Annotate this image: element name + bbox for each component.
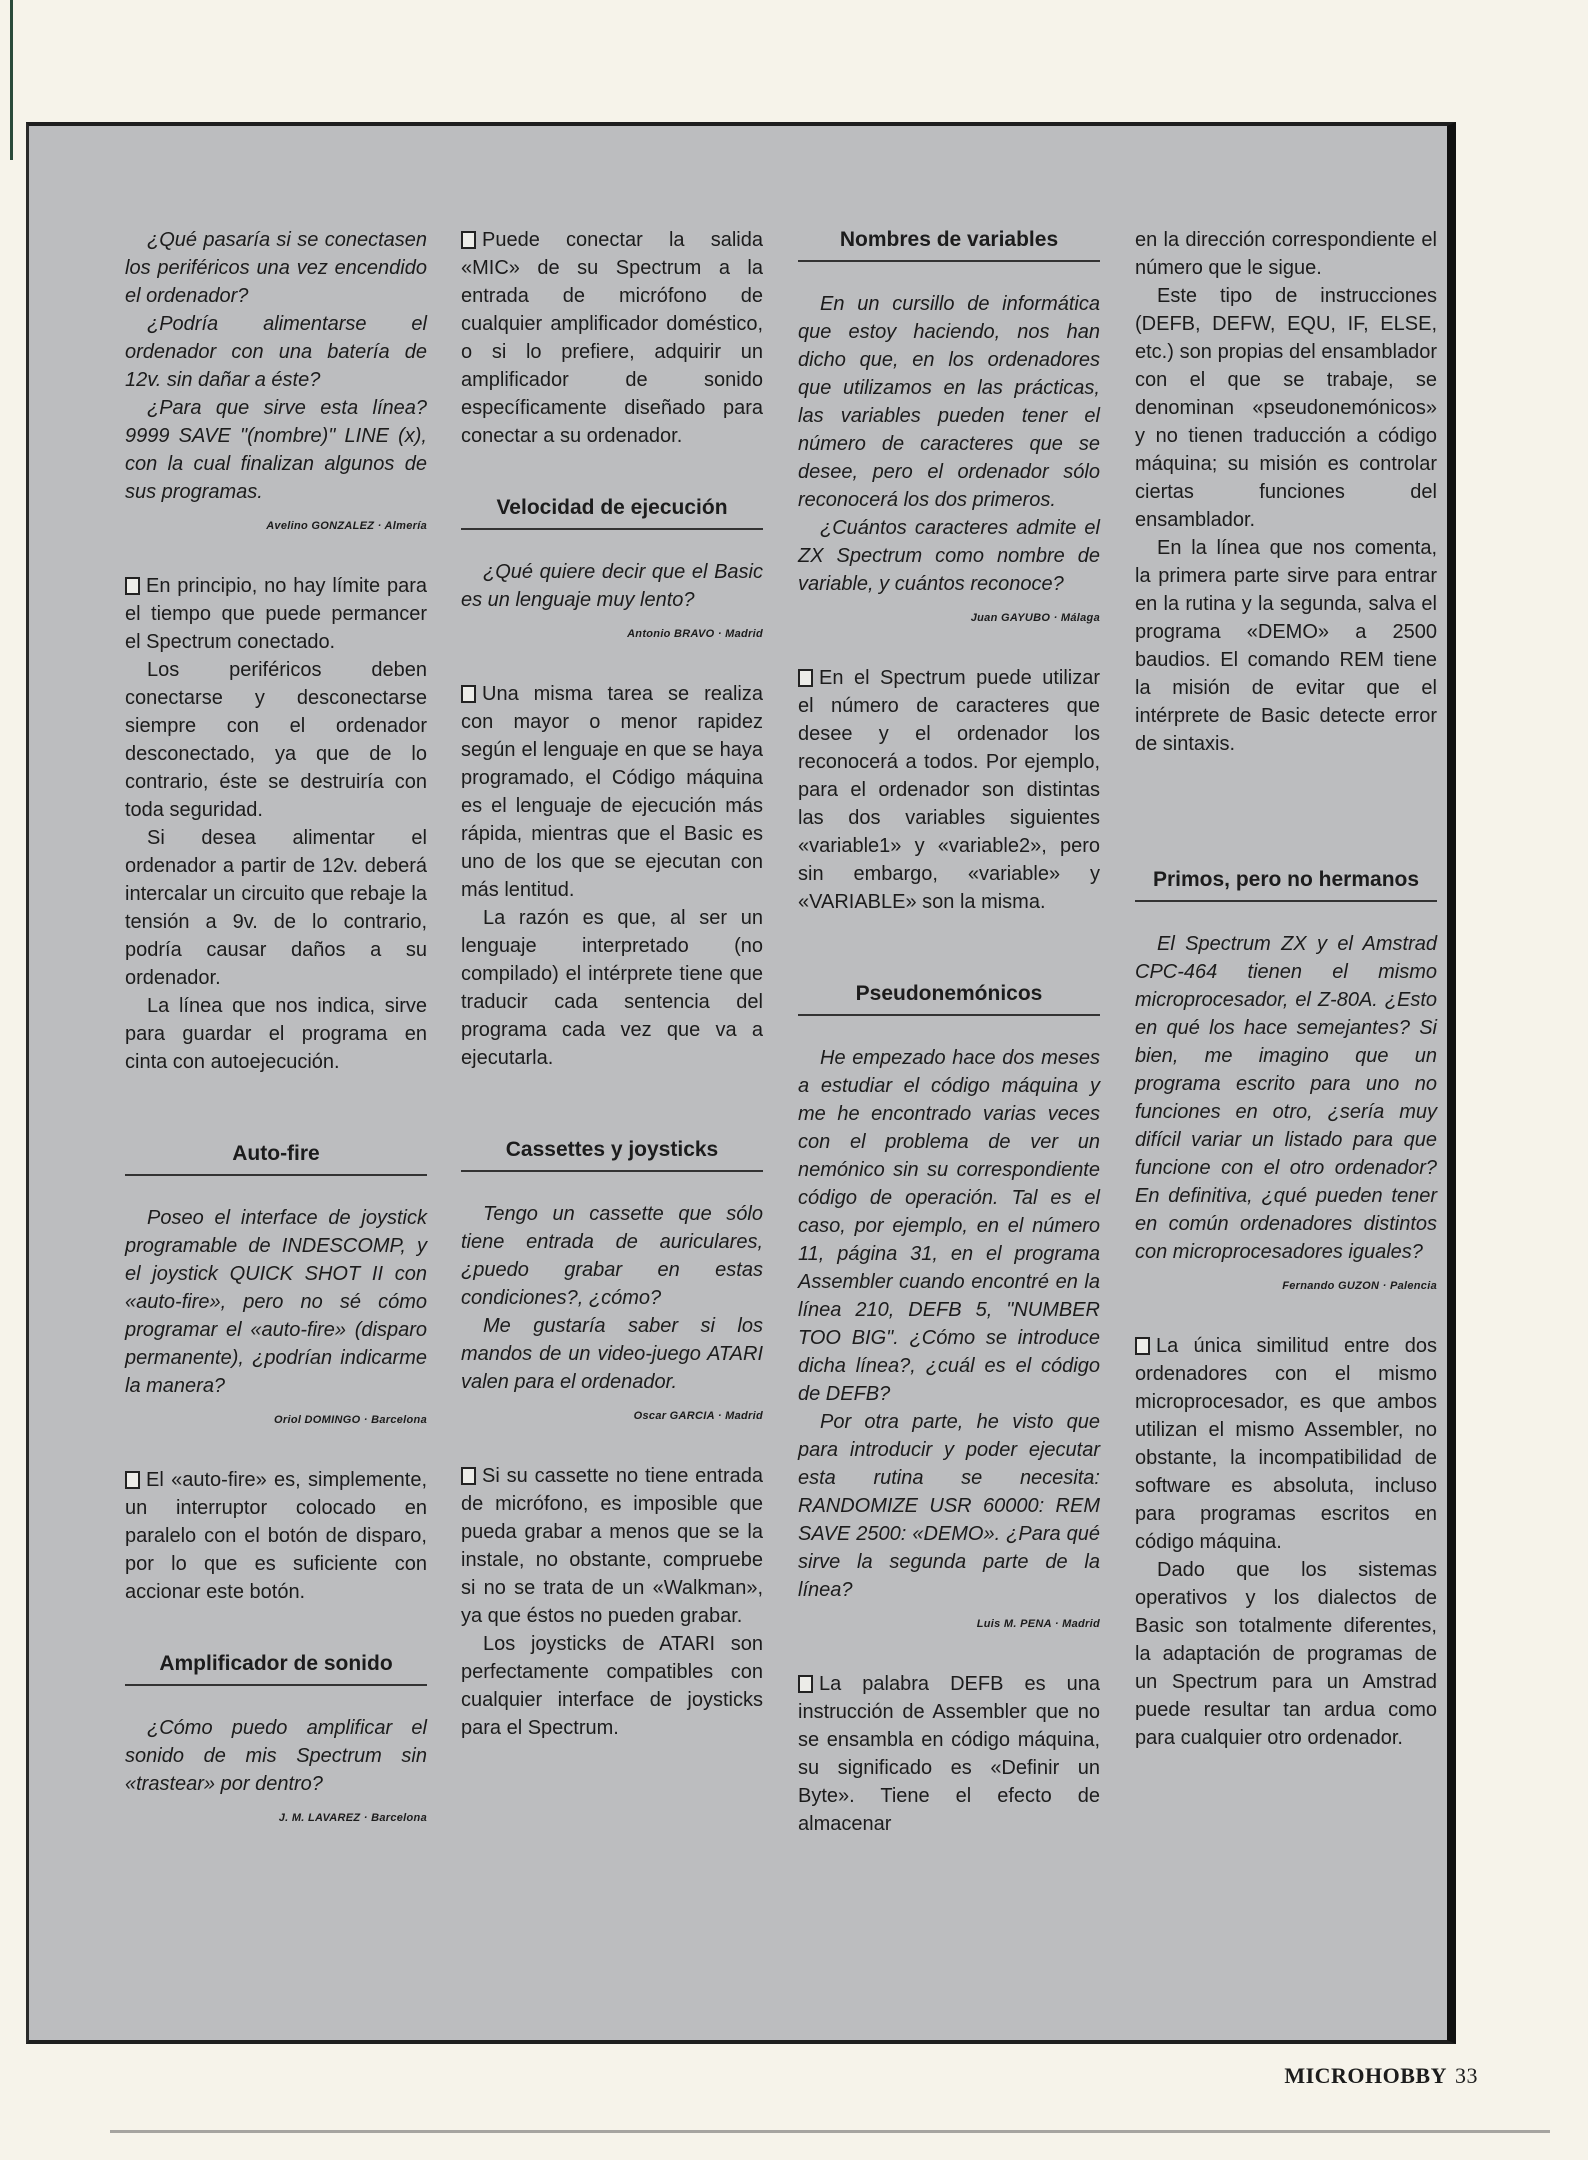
question-text: ¿Qué quiere decir que el Basic es un lenguaje muy lento? [461, 561, 763, 611]
letter-signature: Luis M. PENA · Madrid [976, 1618, 1100, 1630]
margin-rule [10, 0, 13, 160]
answer-marker-icon [461, 685, 476, 703]
answer-text: Si su cassette no tiene entrada de micrófono, es imposible que pueda grabar a menos que se la instale, no obstante, compruebe si no se trata de un «Walkman», ya que éstos no pueden grabar. Los joysticks de ATARI son perfectamente compatibles con cualquier interface de joysticks para el Spectrum. [461, 1465, 763, 1739]
section-heading: Amplificador de sonido [125, 1650, 427, 1686]
question-text: Tengo un cassette que sólo tiene entrada de auriculares, ¿puedo grabar en estas condiciones?, ¿cómo? Me gustaría saber si los mandos de un video-juego ATARI valen para el ordenador. [461, 1203, 763, 1393]
letter-signature: Antonio BRAVO · Madrid [627, 628, 763, 640]
page-number: 33 [1455, 2063, 1478, 2088]
column-2 [461, 226, 763, 1742]
answer-text: En el Spectrum puede utilizar el número de caracteres que desee y el ordenador los reconocerá a todos. Por ejemplo, para el ordenador son distintas las dos variables siguientes «variable1» y «variable2», pero sin embargo, «variable» y «VARIABLE» son la misma. [798, 667, 1100, 913]
answer-marker-icon [461, 1467, 476, 1485]
section-heading: Nombres de variables [798, 226, 1100, 262]
answer-marker-icon [1135, 1337, 1150, 1355]
answer-text: La palabra DEFB es una instrucción de Assembler que no se ensambla en código máquina, su significado es «Definir un Byte». Tiene el efecto de almacenar [798, 1673, 1100, 1835]
answer-marker-icon [461, 231, 476, 249]
letter-signature: Fernando GUZON · Palencia [1282, 1280, 1437, 1292]
letter-signature: Oscar GARCIA · Madrid [633, 1410, 763, 1422]
answer-text: en la dirección correspondiente el número que le sigue. Este tipo de instrucciones (DEFB, DEFW, EQU, IF, ELSE, etc.) son propias del ensamblador con el que se trabaje, se denominan «pseudonemónicos» y no tienen traducción a código máquina; su misión es controlar ciertas funciones del ensamblador. En la línea que nos comenta, la primera parte sirve para entrar en la rutina y la segunda, salva el programa «DEMO» a 2500 baudios. El comando REM tiene la misión de evitar que el intérprete de Basic detecte error de sintaxis. [1135, 229, 1437, 755]
letter-signature: Avelino GONZALEZ · Almería [266, 520, 427, 532]
magazine-name: MICROHOBBY [1284, 2063, 1447, 2088]
column-1 [125, 226, 427, 1864]
column-4 [1135, 226, 1437, 1752]
question-text: El Spectrum ZX y el Amstrad CPC-464 tienen el mismo microprocesador, el Z-80A. ¿Esto en qué los hace semejantes? Si bien, me imagino que un programa escrito para uno no funciones en otro, ¿sería muy difícil variar un listado para que funcione con el otro ordenador? En definitiva, ¿qué pueden tener en común ordenadores distintos con microprocesadores iguales? [1135, 933, 1437, 1263]
answer-marker-icon [125, 577, 140, 595]
bottom-rule [110, 2130, 1550, 2133]
answer-text: La única similitud entre dos ordenadores con el mismo microprocesador, es que ambos utilizan el mismo Assembler, no obstante, la incompatibilidad de software es absoluta, incluso para programas escritos en código máquina. Dado que los sistemas operativos y los dialectos de Basic son totalmente diferentes, la adaptación de programas de un Spectrum para un Amstrad puede resultar tan ardua como para cualquier otro ordenador. [1135, 1335, 1437, 1749]
letter-signature: J. M. LAVAREZ · Barcelona [278, 1812, 427, 1824]
answer-marker-icon [798, 1675, 813, 1693]
page-footer [1284, 2063, 1478, 2089]
answer-marker-icon [125, 1471, 140, 1489]
letters-panel [26, 122, 1456, 2044]
section-heading: Cassettes y joysticks [461, 1136, 763, 1172]
column-3 [798, 226, 1100, 1838]
question-text: En un cursillo de informática que estoy haciendo, nos han dicho que, en los ordenadores que utilizamos en las prácticas, las variables pueden tener el número de caracteres que se desee, pero el ordenador sólo reconocerá los dos primeros. ¿Cuántos caracteres admite el ZX Spectrum como nombre de variable, y cuántos reconoce? [798, 293, 1100, 595]
question-text: He empezado hace dos meses a estudiar el código máquina y me he encontrado varias veces con el problema de ver un nemónico sin su correspondiente código de operación. Tal es el caso, por ejemplo, en el número 11, página 31, en el programa Assembler cuando encontré en la línea 210, DEFB 5, "NUMBER TOO BIG". ¿Cómo se introduce dicha línea?, ¿cuál es el código de DEFB? Por otra parte, he visto que para introducir y poder ejecutar esta rutina se necesita: RANDOMIZE USR 60000: REM SAVE 2500: «DEMO». ¿Para qué sirve la segunda parte de la línea? [798, 1047, 1100, 1601]
answer-text: En principio, no hay límite para el tiempo que puede permancer el Spectrum conectado. Los periféricos deben conectarse y desconectarse siempre con el ordenador desconectado, ya que de lo contrario, éste se destruiría con toda seguridad. Si desea alimentar el ordenador a partir de 12v. deberá intercalar un circuito que rebaje la tensión a 9v. de lo contrario, podría causar daños a su ordenador. La línea que nos indica, sirve para guardar el programa en cinta con autoejecución. [125, 575, 427, 1073]
section-heading: Pseudonemónicos [798, 980, 1100, 1016]
question-text: ¿Qué pasaría si se conectasen los periféricos una vez encendido el ordenador? ¿Podría alimentarse el ordenador con una batería de 12v. sin dañar a éste? ¿Para que sirve esta línea? 9999 SAVE "(nombre)" LINE (x), con la cual finalizan algunos de sus programas. [125, 229, 427, 503]
question-text: Poseo el interface de joystick programable de INDESCOMP, y el joystick QUICK SHOT II con «auto-fire», pero no sé cómo programar el «auto-fire» (disparo permanente), ¿podrían indicarme la manera? [125, 1207, 427, 1397]
letter-signature: Oriol DOMINGO · Barcelona [274, 1414, 427, 1426]
answer-text: El «auto-fire» es, simplemente, un interruptor colocado en paralelo con el botón de disparo, por lo que es suficiente con accionar este botón. [125, 1469, 427, 1603]
question-text: ¿Cómo puedo amplificar el sonido de mis Spectrum sin «trastear» por dentro? [125, 1717, 427, 1795]
section-heading: Auto-fire [125, 1140, 427, 1176]
answer-text: Puede conectar la salida «MIC» de su Spectrum a la entrada de micrófono de cualquier amplificador doméstico, o si lo prefiere, adquirir un amplificador de sonido específicamente diseñado para conectar a su ordenador. [461, 229, 763, 447]
answer-text: Una misma tarea se realiza con mayor o menor rapidez según el lenguaje en que se haya programado, el Código máquina es el lenguaje de ejecución más rápida, mientras que el Basic es uno de los que se ejecutan con más lentitud. La razón es que, al ser un lenguaje interpretado (no compilado) el intérprete tiene que traducir cada sentencia del programa cada vez que va a ejecutarla. [461, 683, 763, 1069]
letter-signature: Juan GAYUBO · Málaga [970, 612, 1100, 624]
section-heading: Velocidad de ejecución [461, 494, 763, 530]
answer-marker-icon [798, 669, 813, 687]
section-heading: Primos, pero no hermanos [1135, 866, 1437, 902]
